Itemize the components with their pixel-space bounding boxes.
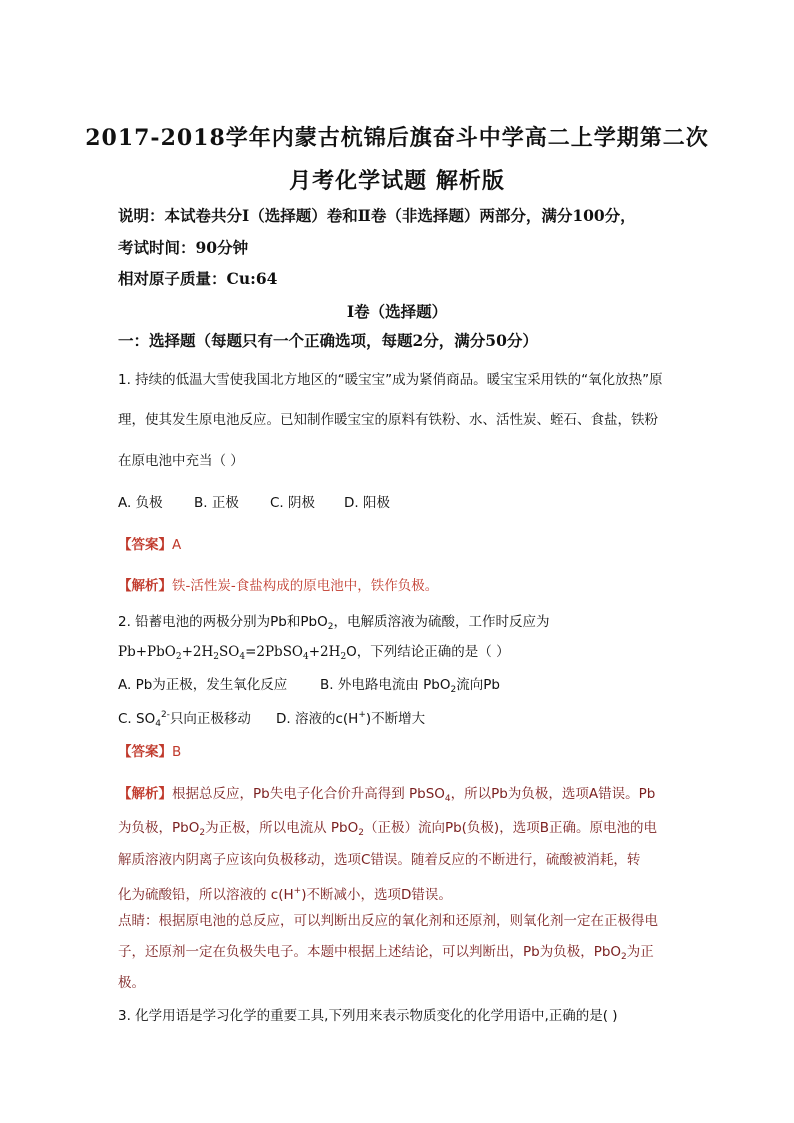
section-heading: Ⅰ卷（选择题）: [346, 302, 448, 321]
exam-note-line2: 考试时间：90分钟: [118, 238, 249, 257]
q1-analysis: [118, 576, 438, 596]
analysis-label: 【解析】: [118, 578, 172, 594]
q2-option-c: C. $SO_4^{2-}$只向正极移动: [118, 710, 251, 729]
q1-option-a: A. 负极: [118, 495, 163, 511]
q2-tip-line2: 子，还原剂一定在负极失电子。本题中根据上述结论，可以判断出，Pb为负极，PbO$_2$为正: [118, 944, 654, 962]
part-heading: 一：选择题（每题只有一个正确选项，每题2分，满分50分）: [118, 331, 538, 350]
answer-label: 【答案】: [118, 744, 172, 760]
q2-option-b: B. 外电路电流由 PbO$_2$流向Pb: [320, 677, 500, 695]
q2-option-d: D. 溶液的c(H+)不断增大: [276, 710, 426, 727]
q1-line2: 理，使其发生原电池反应。已知制作暖宝宝的原料有铁粉、水、活性炭、蛭石、食盐，铁粉: [118, 412, 658, 428]
answer-value: B: [172, 744, 182, 760]
q2-option-a: A. Pb为正极，发生氧化反应: [118, 677, 288, 693]
q2-analysis-line4: 化为硫酸铅，所以溶液的 c(H+)不断减小，选项D错误。: [118, 886, 452, 903]
q1-option-b: B. 正极: [194, 495, 239, 511]
atomic-mass-line: 相对原子质量：Cu:64: [118, 269, 278, 288]
answer-value: A: [172, 537, 182, 553]
q2-answer: [118, 742, 181, 762]
answer-label: 【答案】: [118, 537, 172, 553]
q1-option-c: C. 阴极: [270, 495, 316, 511]
document-title-line1: 2017-2018学年内蒙古杭锦后旗奋斗中学高二上学期第二次: [85, 125, 709, 151]
q2-analysis-line2: 为负极，PbO$_2$为正极，所以电流从 PbO$_2$（正极）流向Pb(负极)，选项B正确。原电池的电: [118, 820, 657, 838]
q2-line1: 2. 铅蓄电池的两极分别为Pb和PbO$_2$，电解质溶液为硫酸，工作时反应为: [118, 614, 550, 632]
q3-line1: 3. 化学用语是学习化学的重要工具,下列用来表示物质变化的化学用语中,正确的是( ): [118, 1008, 618, 1024]
exam-note-line1: 说明：本试卷共分Ⅰ（选择题）卷和Ⅱ卷（非选择题）两部分，满分100分，: [118, 206, 636, 225]
q2-equation: $Pb+PbO_2+2H_2SO_4=2PbSO_4+2H_2O$，下列结论正确的是（ ）: [118, 644, 510, 662]
q2-options-cd: [118, 705, 425, 734]
q2-analysis-line3: 解质溶液内阴离子应该向负极移动，选项C错误。随着反应的不断进行，硫酸被消耗，转: [118, 852, 641, 868]
document-title-line2: 月考化学试题 解析版: [289, 168, 505, 194]
q1-line3: 在原电池中充当（ ）: [118, 453, 244, 469]
q2-tip-line1: 点睛：根据原电池的总反应，可以判断出反应的氧化剂和还原剂，则氧化剂一定在正极得电: [118, 913, 658, 929]
analysis-text: 铁-活性炭-食盐构成的原电池中，铁作负极。: [172, 578, 439, 594]
q1-options: [118, 493, 390, 513]
q2-options-ab: [118, 675, 500, 700]
q1-option-d: D. 阳极: [344, 495, 390, 511]
q1-answer: [118, 535, 181, 555]
q1-line1: 1. 持续的低温大雪使我国北方地区的“暖宝宝”成为紧俏商品。暖宝宝采用铁的“氧化放热”原: [118, 372, 663, 388]
analysis-label: 【解析】: [118, 786, 172, 802]
q2-analysis-line1: 【解析】根据总反应，Pb失电子化合价升高得到 PbSO$_4$，所以Pb为负极，选项A错误。Pb: [118, 786, 656, 804]
q2-tip-line3: 极。: [118, 975, 145, 991]
